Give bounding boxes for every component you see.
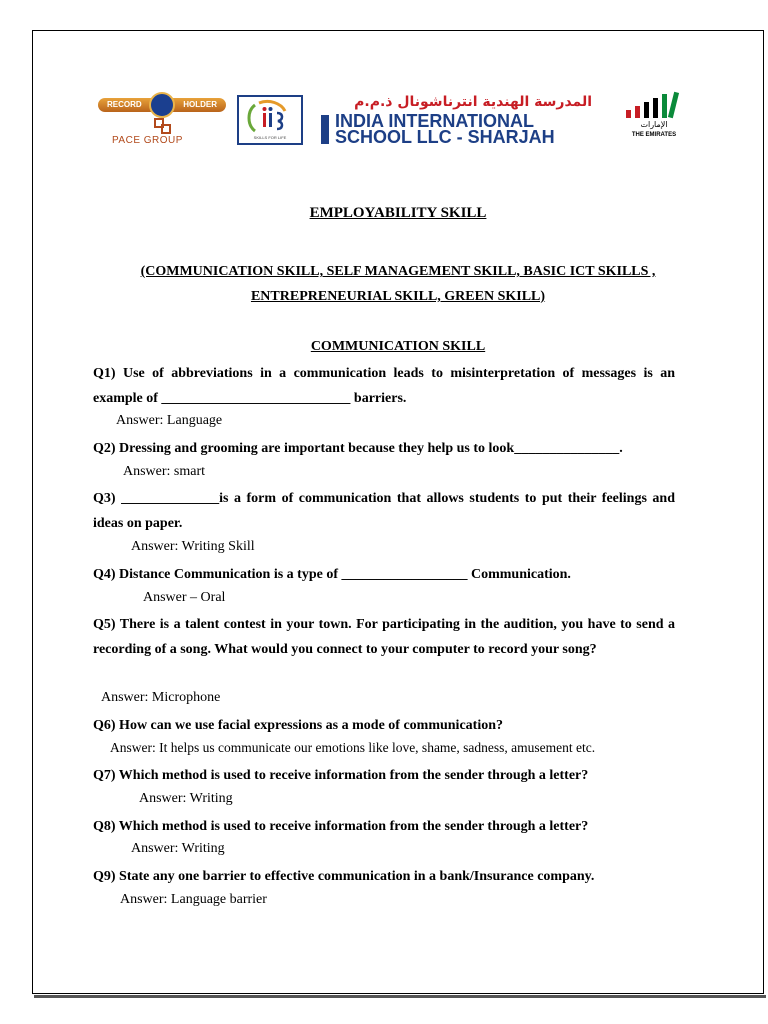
badge-left-text: RECORD	[107, 100, 142, 109]
question-8: Q8) Which method is used to receive information from the sender through a letter?	[93, 819, 589, 834]
subtitle-line2: ENTREPRENEURIAL SKILL, GREEN SKILL)	[250, 289, 546, 304]
answer-1: Answer: Language	[116, 413, 223, 428]
flag-bar-icon	[662, 94, 667, 118]
badge-right-text: HOLDER	[183, 100, 217, 109]
emirates-english-text: THE EMIRATES	[631, 132, 677, 138]
question-6: Q6) How can we use facial expressions as a mode of communication?	[93, 718, 503, 733]
school-name-line1: INDIA INTERNATIONAL	[335, 111, 534, 131]
flag-bar-icon	[635, 106, 640, 118]
school-logo-bar	[321, 115, 329, 144]
question-1: Q1) Use of abbreviations in a communication leads to misinterpretation of messages is an example of ___________________________ barriers.	[93, 366, 675, 406]
header-logos	[32, 84, 764, 156]
answer-4: Answer – Oral	[143, 590, 226, 605]
question-2: Q2) Dressing and grooming are important because they help us to look_______________.	[93, 441, 623, 456]
question-7: Q7) Which method is used to receive information from the sender through a letter?	[93, 768, 589, 783]
school-name-line2: SCHOOL LLC - SHARJAH	[335, 127, 555, 147]
flag-bar-icon	[626, 110, 631, 118]
school-name-arabic: المدرسة الهندية انترناشونال ذ.م.م	[354, 94, 592, 110]
globe-icon	[149, 92, 175, 118]
question-3: Q3) ______________is a form of communication that allows students to put their feelings and ideas on paper.	[93, 491, 675, 531]
pace-group-text: PACE GROUP	[112, 135, 183, 146]
question-5: Q5) There is a talent contest in your town. For participating in the audition, you have to send a recording of a song. What would you connect to your computer to record your song?	[93, 617, 675, 657]
skills-for-life-logo	[237, 95, 303, 145]
the-emirates-logo	[618, 88, 690, 148]
emirates-arabic-text: الإمارات	[640, 120, 668, 129]
flag-bar-icon	[653, 98, 658, 118]
sfl-caption: SKILLS FOR LIFE	[253, 135, 287, 140]
flag-bar-icon	[644, 102, 649, 118]
subtitle-line1: (COMMUNICATION SKILL, SELF MANAGEMENT SKILL, BASIC ICT SKILLS ,	[140, 264, 656, 279]
question-9: Q9) State any one barrier to effective communication in a bank/Insurance company.	[93, 869, 595, 884]
answer-7: Answer: Writing	[139, 791, 233, 806]
answer-6: Answer: It helps us communicate our emotions like love, shame, sadness, amusement etc.	[110, 740, 596, 755]
answer-8: Answer: Writing	[131, 841, 225, 856]
answer-9: Answer: Language barrier	[120, 892, 267, 907]
answer-2: Answer: smart	[123, 464, 206, 479]
answer-3: Answer: Writing Skill	[131, 539, 255, 554]
sfl-emblem-icon	[239, 97, 301, 137]
section-heading: COMMUNICATION SKILL	[310, 339, 486, 354]
school-logo	[321, 94, 596, 146]
pace-group-logo	[98, 92, 228, 148]
page-title: EMPLOYABILITY SKILL	[309, 205, 487, 221]
pace-mark-icon	[154, 118, 172, 134]
answer-5: Answer: Microphone	[101, 690, 221, 705]
flag-bar-icon	[668, 92, 679, 118]
page-border-shadow	[34, 995, 766, 998]
question-4: Q4) Distance Communication is a type of __________________ Communication.	[93, 567, 571, 582]
